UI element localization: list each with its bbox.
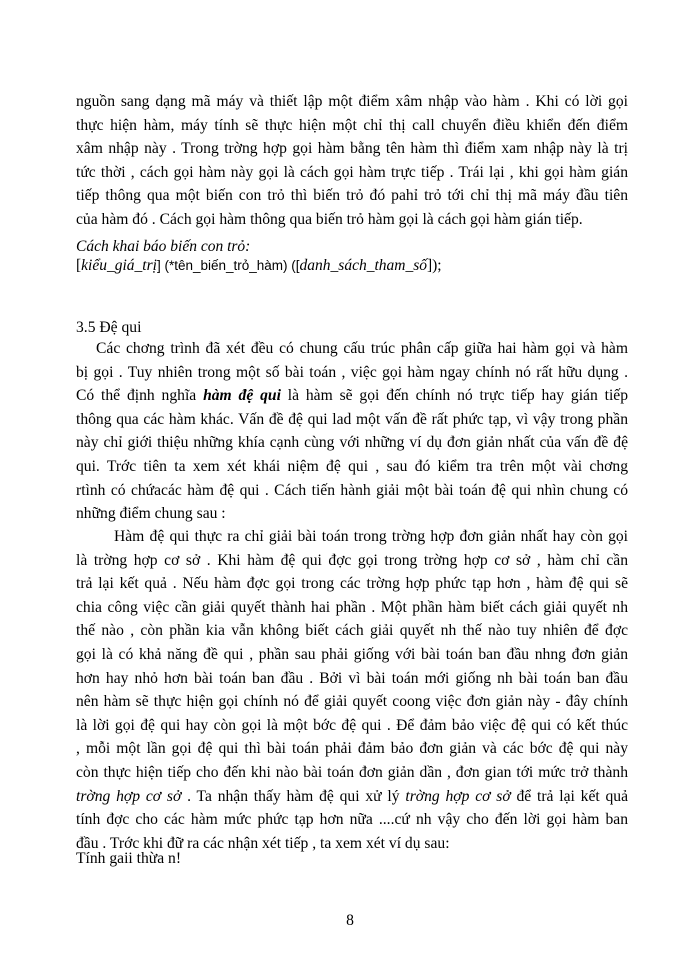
text-line: của hàm đó . Cách gọi hàm thông qua biến trỏ hàm gọi là cách gọi hàm gián tiếp. bbox=[76, 210, 583, 228]
text-line: , mỗi một lần gọi đệ qui thì bài toán phải đảm bảo đơn giản và các bớc đệ qui này bbox=[76, 740, 628, 758]
syntax-params: danh_sách_tham_số bbox=[299, 257, 427, 274]
text-line: tức thời , cách gọi hàm này gọi là cách gọi hàm trực tiếp . Trái lại , khi gọi hàm gián bbox=[76, 163, 628, 181]
text-line: đầu . Trớc khi đữ ra các nhận xét tiếp , ta xem xét ví dụ sau: bbox=[76, 834, 450, 852]
text-line: tính đợc cho các hàm mức phức tạp hơn nữa ....cứ nh vậy cho đến lời gọi hàm ban bbox=[76, 811, 628, 829]
text-line: xâm nhập này . Trong trờng hợp gọi hàm bằng tên hàm thì điểm xam nhập này là trị bbox=[76, 140, 628, 158]
text-line: là trờng hợp cơ sở . Khi hàm đệ qui đợc gọi trong trờng hợp cơ sở , hàm chỉ cần bbox=[76, 551, 628, 569]
paragraph-recursion-detail bbox=[76, 525, 628, 855]
text-line: chia công việc cần giải quyết thành hai phần . Một phần hàm biết cách giải quyết nh bbox=[76, 598, 628, 616]
declaration-syntax bbox=[76, 256, 628, 275]
text-line: bị gọi . Tuy nhiên trong một số bài toán , việc gọi hàm ngay chính nó rất hữu dụng . bbox=[76, 363, 628, 381]
text-line: những điểm chung sau : bbox=[76, 505, 226, 523]
italic-term: trờng hợp cơ sở bbox=[405, 787, 511, 805]
italic-term: trờng hợp cơ sở bbox=[76, 787, 182, 805]
pointer-declaration bbox=[76, 237, 628, 275]
syntax-type: kiểu_giá_trị bbox=[81, 257, 157, 274]
text-line: nguồn sang dạng mã máy và thiết lập một điểm xâm nhập vào hàm . Khi có lời gọi bbox=[76, 93, 628, 110]
text-line: tiếp thông qua một biến con trỏ thì biến trỏ đó pahỉ trỏ tới chỉ thị mã máy đầu tiên bbox=[76, 187, 628, 205]
text-line: trả lại kết quả . Nếu hàm đợc gọi trong các trờng hợp phức tạp hơn , hàm đệ qui sẽ bbox=[76, 575, 628, 593]
syntax-close: ]); bbox=[426, 257, 442, 274]
text-segment: Hàm đệ qui thực ra chỉ giải bài toán trong trờng hợp đơn giản nhất hay còn gọi bbox=[114, 528, 628, 545]
syntax-bracket: [ bbox=[76, 257, 82, 274]
paragraph-recursion-intro bbox=[76, 337, 628, 526]
text-line: thực hiện hàm, máy tính sẽ thực hiện một chỉ thị call chuyển điều khiển đến điểm bbox=[76, 116, 628, 134]
text-line: này chỉ giới thiệu những khía cạnh cùng với những ví dụ đơn giản nhất của vấn đề đệ bbox=[76, 434, 628, 452]
text-line: gọi là có khả năng đề qui , phần sau phải giống với bài toán ban đầu nhng đơn giản bbox=[76, 645, 628, 663]
text-line: thế nào , còn phần kia vẫn không biết cách giải quyết nh thế nào tuy nhiên để đợc bbox=[76, 622, 628, 640]
text-line: qui. Trớc tiên ta xem xét khái niệm đệ qui , sau đó kiểm tra trên một vài chơng bbox=[76, 457, 628, 475]
text-line: hơn hay nhỏ hơn bài toán ban đầu . Bởi vì bài toán mới giống nh bài toán ban đầu bbox=[76, 669, 628, 687]
text-segment: . Ta nhận thấy hàm đệ qui xử lý bbox=[181, 787, 406, 805]
text-line: còn thực hiện tiếp cho đến khi nào bài toán đơn giản dần , đơn gian tới mức trở thành bbox=[76, 763, 628, 781]
text-line: thông qua các hàm khác. Vấn đề đệ qui lad một vấn đề rất phức tạp, vì vậy trong phần bbox=[76, 410, 628, 428]
declaration-title: Cách khai báo biến con trỏ: bbox=[76, 238, 251, 255]
section-heading: 3.5 Đệ qui bbox=[76, 319, 142, 336]
example-title: Tính gaii thừa n! bbox=[76, 850, 182, 867]
text-line: nên hàm sẽ thực hiện gọi chính nó để giải quyết coong việc đơn giản này - đây chính bbox=[76, 693, 628, 711]
text-line bbox=[76, 525, 628, 549]
text-segment: Các chơng trình đã xét đều có chung cấu trúc phân cấp giữa hai hàm gọi và hàm bbox=[96, 340, 628, 357]
text-segment: để trả lại kết quả bbox=[510, 787, 629, 805]
text-line bbox=[76, 785, 628, 809]
text-line bbox=[76, 384, 628, 408]
syntax-middle: ] (*tên_biến_trỏ_hàm) ([ bbox=[156, 258, 300, 273]
text-segment: là hàm sẽ gọi đến chính nó trực tiếp hay gián tiếp bbox=[280, 387, 629, 405]
emphasis-term: hàm đệ qui bbox=[203, 387, 281, 405]
text-line: rtình có chứacác hàm đệ qui . Cách tiến hành giải một bài toán đệ qui nhìn chung có bbox=[76, 481, 628, 499]
paragraph-function-call bbox=[76, 90, 628, 232]
text-line bbox=[76, 337, 628, 361]
page-number: 8 bbox=[346, 912, 354, 929]
text-segment: Có thể định nghĩa bbox=[76, 387, 204, 405]
text-line: là lời gọi đệ qui hay còn gọi là một bớc đệ qui . Để đảm bảo việc đệ qui có kết thúc bbox=[76, 716, 628, 734]
